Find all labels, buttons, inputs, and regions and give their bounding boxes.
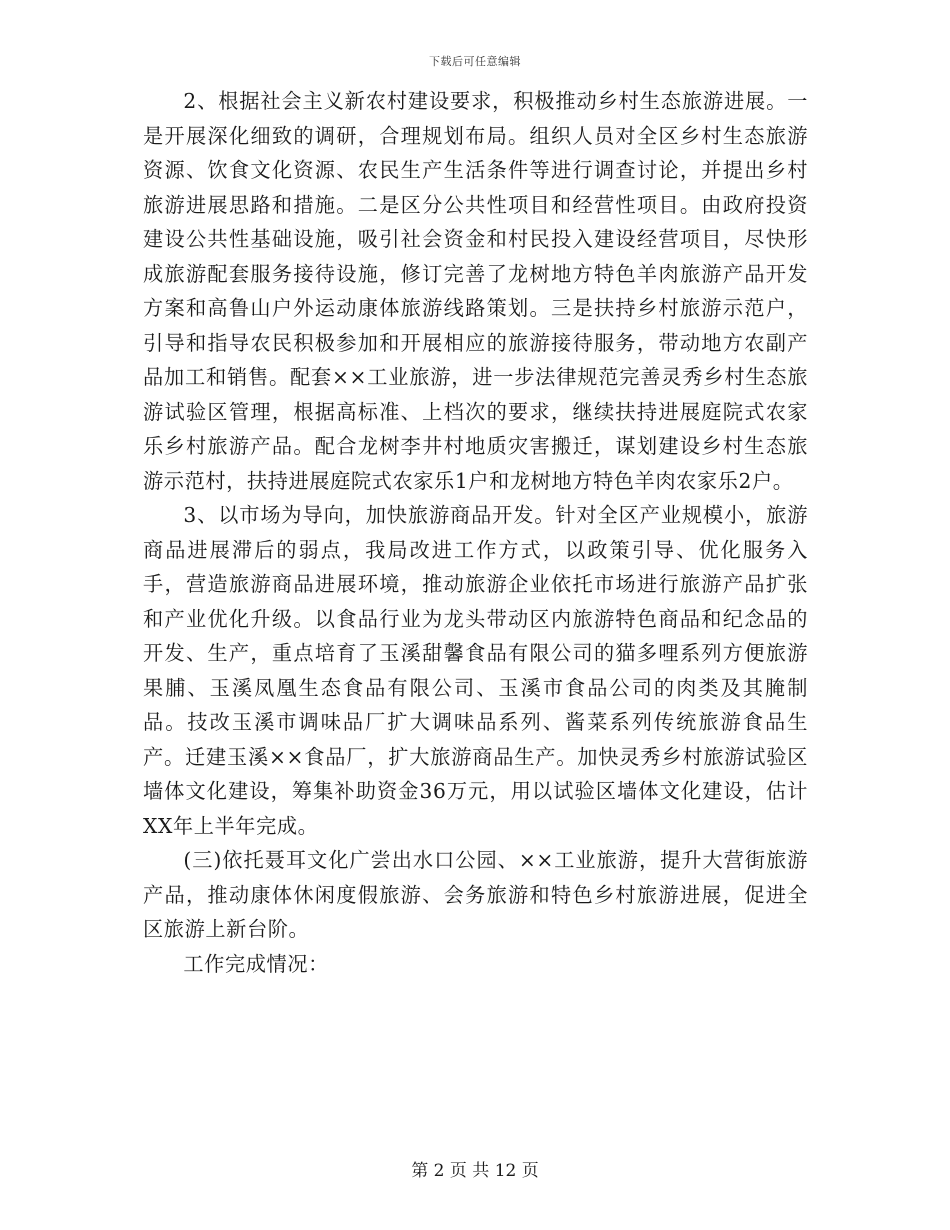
document-body xyxy=(143,84,808,981)
paragraph-tourism-goods: 3、以市场为导向，加快旅游商品开发。针对全区产业规模小，旅游商品进展滞后的弱点，我局改进工作方式，以政策引导、优化服务入手，营造旅游商品进展环境，推动旅游企业依托市场进行旅游产品扩张和产业优化升级。以食品行业为龙头带动区内旅游特色商品和纪念品的开发、生产，重点培育了玉溪甜馨食品有限公司的猫多哩系列方便旅游果脯、玉溪凤凰生态食品有限公司、玉溪市食品公司的肉类及其腌制品。技改玉溪市调味品厂扩大调味品系列、酱菜系列传统旅游食品生产。迁建玉溪××食品厂，扩大旅游商品生产。加快灵秀乡村旅游试验区墙体文化建设，筹集补助资金36万元，用以试验区墙体文化建设，估计XX年上半年完成。 xyxy=(143,503,808,838)
page-number-footer: 第 2 页 共 12 页 xyxy=(411,1161,539,1181)
paragraph-rural-eco-tourism: 2、根据社会主义新农村建设要求，积极推动乡村生态旅游进展。一是开展深化细致的调研，合理规划布局。组织人员对全区乡村生态旅游资源、饮食文化资源、农民生产生活条件等进行调查讨论，并提出乡村旅游进展思路和措施。二是区分公共性项目和经营性项目。由政府投资建设公共性基础设施，吸引社会资金和村民投入建设经营项目，尽快形成旅游配套服务接待设施，修订完善了龙树地方特色羊肉旅游产品开发方案和高鲁山户外运动康体旅游线路策划。三是扶持乡村旅游示范户，引导和指导农民积极参加和开展相应的旅游接待服务，带动地方农副产品加工和销售。配套××工业旅游，进一步法律规范完善灵秀乡村生态旅游试验区管理，根据高标准、上档次的要求，继续扶持进展庭院式农家乐乡村旅游产品。配合龙树李井村地质灾害搬迁，谋划建设乡村生态旅游示范村，扶持进展庭院式农家乐1户和龙树地方特色羊肉农家乐2户。 xyxy=(143,89,808,493)
paragraph-section-three: (三)依托聂耳文化广尝出水口公园、××工业旅游，提升大营街旅游产品，推动康体休闲度假旅游、会务旅游和特色乡村旅游进展，促进全区旅游上新台阶。 xyxy=(143,848,808,941)
paragraph-work-status: 工作完成情况： xyxy=(183,951,329,976)
page-header: 下载后可任意编辑 xyxy=(429,55,521,68)
